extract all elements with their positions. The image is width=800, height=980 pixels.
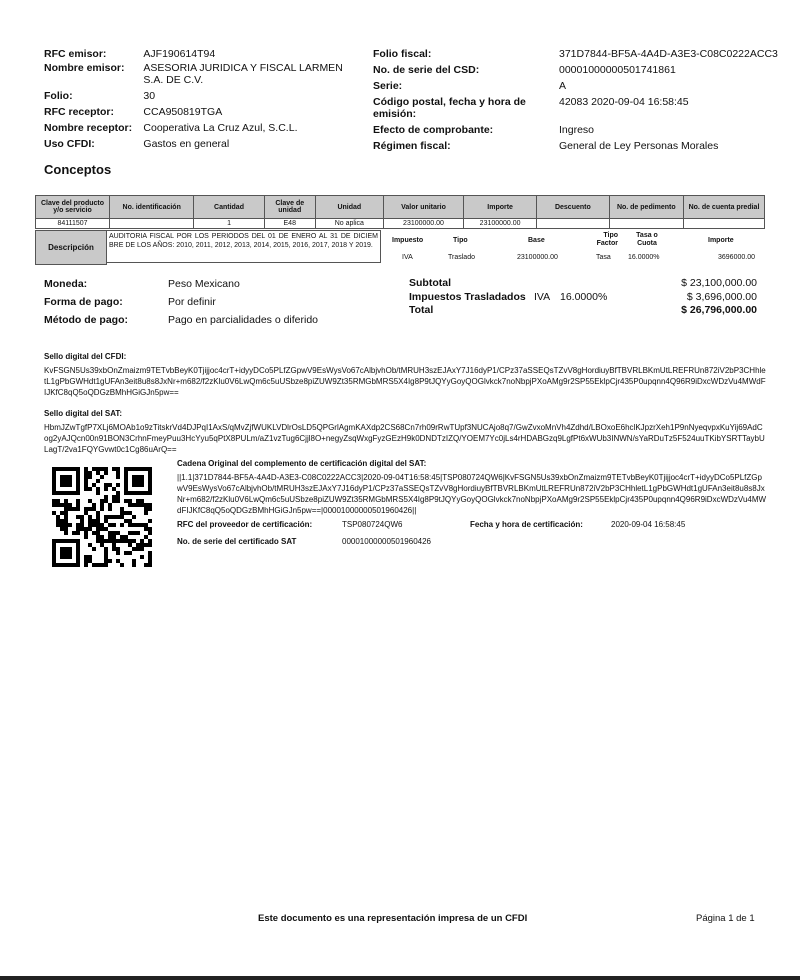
- tax-impuesto: IVA: [402, 254, 413, 261]
- serie-value: A: [559, 80, 567, 92]
- tax-th-impuesto: Impuesto: [392, 237, 424, 244]
- moneda-value: Peso Mexicano: [168, 278, 240, 290]
- serie-csd-value: 00001000000501741861: [559, 64, 676, 76]
- conceptos-table: [35, 195, 765, 229]
- tax-th-importe: Importe: [708, 237, 734, 244]
- tax-th-base: Base: [528, 237, 545, 244]
- impuestos-table: [390, 231, 765, 266]
- th-importe: Importe: [464, 196, 537, 219]
- tax-tipo: Traslado: [448, 254, 475, 261]
- qr-code-icon: [52, 467, 152, 567]
- tax-importe: 3696000.00: [718, 254, 755, 261]
- metodo-pago-label: Método de pago:: [44, 314, 128, 326]
- serie-sat-value: 00001000000501960426: [342, 537, 431, 546]
- cell-importe: 23100000.00: [464, 219, 537, 229]
- total-value: $ 26,796,000.00: [681, 304, 757, 316]
- regimen-value: General de Ley Personas Morales: [559, 140, 719, 152]
- cell-pedimento: [609, 219, 683, 229]
- serie-sat-label: No. de serie del certificado SAT: [177, 537, 297, 546]
- folio-fiscal-block: [373, 47, 783, 153]
- rfc-proveedor-value: TSP080724QW6: [342, 520, 403, 529]
- serie-csd-label: No. de serie del CSD:: [373, 64, 480, 76]
- page-number: Página 1 de 1: [696, 913, 755, 924]
- cell-identificacion: [110, 219, 194, 229]
- th-pedimento: No. de pedimento: [609, 196, 683, 219]
- sello-sat-value: HbmJZwTgfP7XLj6MOAb1o9zTitskrVd4DJPqI1AxS/qMvZjfWUKLVDlrOsLD5QPGrlAgmKAXdp2CS68Cn7rh09rRwTUpf3NUCAjo8q7/GwZvxoMnVh4Zdhd/LBOxoE6hclKJpzrXeh1P9nNyeqvpxKuYij69AdCog2yAJQcn00n91BON3CrhnFmeyPuu3HcYyu5qPtX8PULm/aZ1vzTug6Cjjl8O+negyZsqWxgFyzGEzH9k0DNDTzIZQ/YOEM7Yc0jLs4rHDABGzq9LgfPt6xWUb3INWN/sYaRDuTz5F524uuTKibYSRTTaybULagT/2va1FQYGvwt0c1Cg86uArQ==: [44, 423, 765, 454]
- sello-sat-label: Sello digital del SAT:: [44, 409, 123, 418]
- moneda-label: Moneda:: [44, 278, 88, 290]
- conceptos-title: Conceptos: [44, 162, 112, 177]
- iva-rate: 16.0000%: [560, 291, 608, 303]
- cell-clave-unidad: E48: [264, 219, 315, 229]
- fecha-cert-value: 2020-09-04 16:58:45: [611, 520, 686, 529]
- sello-cfdi-label: Sello digital del CFDI:: [44, 352, 127, 361]
- sello-cfdi-value: KvFSGN5Us39xbOnZmaizm9TETvbBeyK0Tjijjoc4crT+idyyDCo5PLfZGpwV9EsWysVo67cAlbjvhOb/tMRUH3szEJAxY7J16dyP1/CPz37aSSEQsTZvV8gHordiuyBfTBVRLBKmUtLREFRUn872iV2bP3CHhletL1gPbGWHdt1gUFAn3eit8u8s8JxNr+m682/f2zKlu0V6LwQm6c5uUSbze8piZUW9Zt35RMGbMRS5X4Ig8P9tJQYyGoyQOGlvkck7noNbpjPXoAMg9r2SP55EklpCjr435P0upqnn4Q96R9iDxcWDzVu4MWdFIJKfC8qQ5oQDGzBMhHGiGJn5pw==: [44, 366, 766, 397]
- uso-cfdi-value: Gastos en general: [143, 138, 230, 150]
- iva-label: IVA: [534, 291, 551, 303]
- nombre-receptor-label: Nombre receptor:: [44, 122, 133, 134]
- th-valor-unitario: Valor unitario: [383, 196, 463, 219]
- total-label: Total: [409, 304, 434, 316]
- tax-tipo-factor: Tasa: [596, 254, 611, 261]
- cell-clave: 84111507: [36, 219, 110, 229]
- cell-cuenta-predial: [684, 219, 765, 229]
- subtotal-value: $ 23,100,000.00: [681, 277, 757, 289]
- rfc-receptor-label: RFC receptor:: [44, 106, 115, 118]
- tax-th-tasa: Tasa o Cuota: [636, 232, 658, 247]
- regimen-label: Régimen fiscal:: [373, 140, 451, 152]
- payment-block: [44, 277, 374, 327]
- th-clave-unidad: Clave de unidad: [264, 196, 315, 219]
- descripcion-text: AUDITORIA FISCAL POR LOS PERIODOS DEL 01 DE ENERO AL 31 DE DICIEM BRE DE LOS AÑOS: 2010, 2011, 2012, 2013, 2014, 2015, 2016, 2017, 2018 Y 2019.: [106, 230, 381, 263]
- table-row: [36, 219, 765, 229]
- uso-cfdi-label: Uso CFDI:: [44, 138, 95, 150]
- tax-tasa: 16.0000%: [628, 254, 660, 261]
- folio-fiscal-value: 371D7844-BF5A-4A4D-A3E3-C08C0222ACC3: [559, 48, 778, 60]
- tax-th-tipo-factor: Tipo Factor: [596, 232, 618, 247]
- totals-block: [409, 277, 757, 318]
- forma-pago-value: Por definir: [168, 296, 216, 308]
- emisor-block: [44, 47, 364, 151]
- cell-descuento: [537, 219, 610, 229]
- cell-valor-unitario: 23100000.00: [383, 219, 463, 229]
- efecto-label: Efecto de comprobante:: [373, 124, 494, 136]
- rfc-emisor-value: AJF190614T94: [143, 48, 216, 60]
- efecto-value: Ingreso: [559, 124, 595, 136]
- rfc-emisor-label: RFC emisor:: [44, 48, 107, 60]
- th-no-identificacion: No. identificación: [110, 196, 194, 219]
- nombre-emisor-label: Nombre emisor:: [44, 62, 125, 74]
- th-cuenta-predial: No. de cuenta predial: [684, 196, 765, 219]
- cadena-value: ||1.1|371D7844-BF5A-4A4D-A3E3-C08C0222ACC3|2020-09-04T16:58:45|TSP080724QW6|KvFSGN5Us39xbOnZmaizm9TETvbBeyK0Tjijjoc4crT+idyyDCo5PLfZGpwV9EsWysVo67cAlbjvhOb/tMRUH3szEJAxY7J16dyP1/CPz37aSSEQsTZvV8gHordiuyBfTBVRLBKmUtLREFRUn872iV2bP3CHhletL1gPbGWHdt1gUFAn3eit8u8s8JxNr+m682/f2zKlu0V6LwQm6c5uUSbze8piZUW9Zt35RMGbMRS5X4Ig8P9tJQYyGoyQOGlvkck7noNbpjPXoAMg9r2SP55EklpCjr435P0upqnn4Q96R9iDxcWDzVu4MWdFIJKfC8qQ5oQDGzBMhHGiGJn5pw==|00001000000501960426||: [177, 473, 767, 515]
- forma-pago-label: Forma de pago:: [44, 296, 123, 308]
- nombre-emisor-value: ASESORIA JURIDICA Y FISCAL LARMEN S.A. DE C.V.: [143, 62, 343, 86]
- tax-base: 23100000.00: [517, 254, 558, 261]
- iva-amount: $ 3,696,000.00: [686, 291, 757, 303]
- rfc-proveedor-label: RFC del proveedor de certificación:: [177, 520, 313, 529]
- cell-cantidad: 1: [194, 219, 264, 229]
- cell-unidad: No aplica: [315, 219, 383, 229]
- folio-value: 30: [143, 90, 156, 102]
- cp-fecha-label: Código postal, fecha y hora de emisión:: [373, 96, 526, 120]
- subtotal-label: Subtotal: [409, 277, 451, 289]
- serie-label: Serie:: [373, 80, 403, 92]
- metodo-pago-value: Pago en parcialidades o diferido: [168, 314, 319, 326]
- th-clave-producto: Clave del producto y/o servicio: [36, 196, 110, 219]
- footer-text: Este documento es una representación impresa de un CFDI: [258, 913, 528, 924]
- fecha-cert-label: Fecha y hora de certificación:: [470, 520, 583, 529]
- th-unidad: Unidad: [315, 196, 383, 219]
- folio-fiscal-label: Folio fiscal:: [373, 48, 432, 60]
- folio-label: Folio:: [44, 90, 73, 102]
- th-cantidad: Cantidad: [194, 196, 264, 219]
- tax-th-tipo: Tipo: [453, 237, 468, 244]
- bottom-border: [0, 976, 800, 980]
- nombre-receptor-value: Cooperativa La Cruz Azul, S.C.L.: [143, 122, 298, 134]
- cadena-label: Cadena Original del complemento de certificación digital del SAT:: [177, 459, 427, 468]
- impuestos-trasladados-label: Impuestos Trasladados: [409, 291, 526, 303]
- descripcion-label: Descripción: [35, 230, 107, 265]
- rfc-receptor-value: CCA950819TGA: [143, 106, 223, 118]
- th-descuento: Descuento: [537, 196, 610, 219]
- cp-fecha-value: 42083 2020-09-04 16:58:45: [559, 96, 689, 108]
